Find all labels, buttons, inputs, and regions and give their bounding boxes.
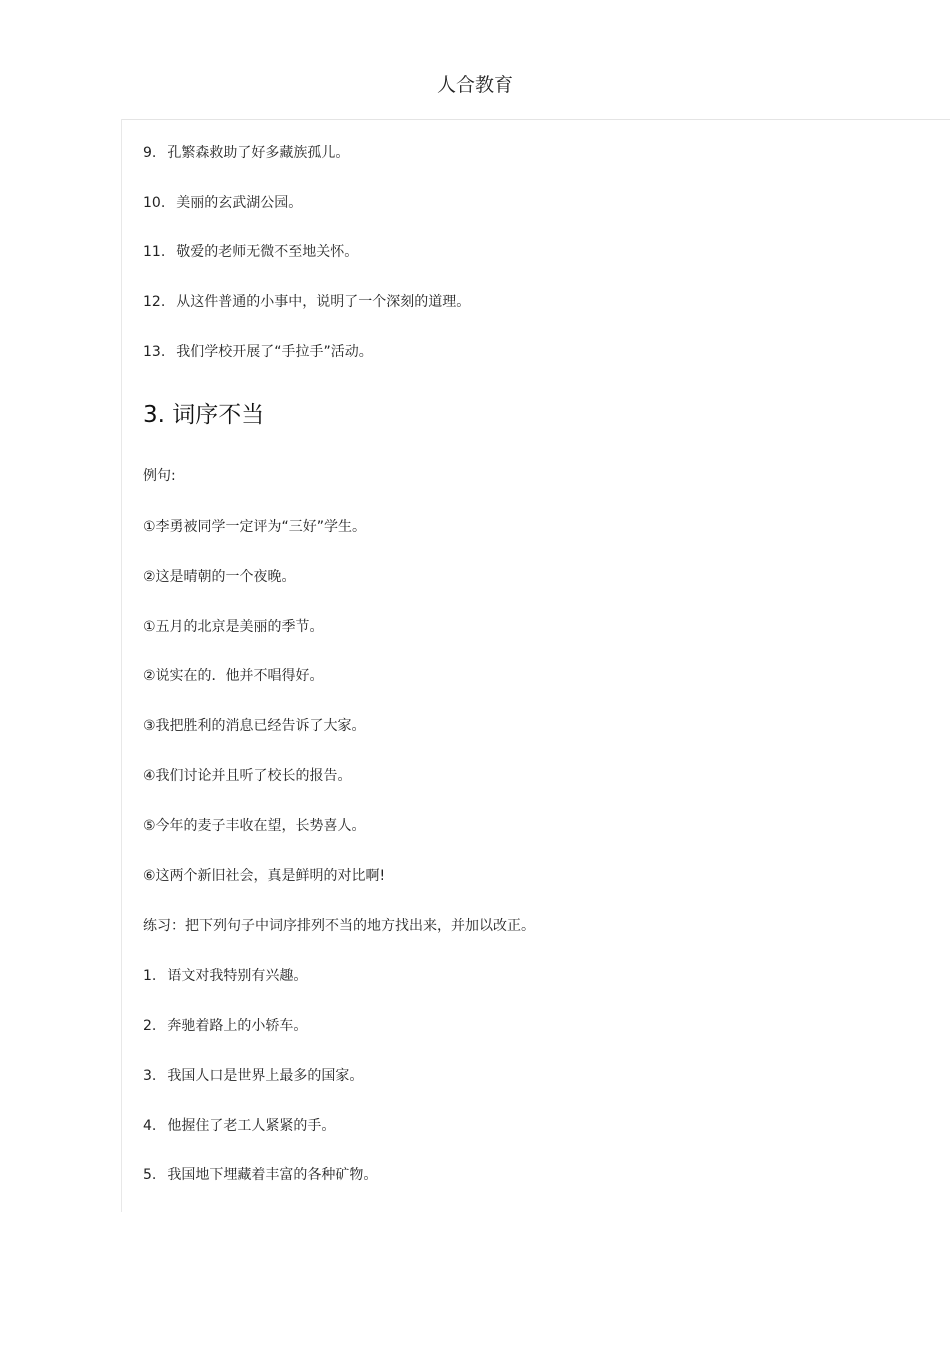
- list-item: [143, 292, 470, 312]
- exercise-item-text: 我国人口是世界上最多的国家。: [167, 1068, 364, 1084]
- example-label: 例句:: [143, 468, 176, 484]
- list-item-number: 13.: [143, 344, 166, 360]
- list-item-number: 11.: [143, 244, 166, 260]
- example-sentence: ①五月的北京是美丽的季节。: [143, 619, 324, 635]
- content-left-border: [121, 119, 122, 1212]
- exercise-item: [143, 1066, 363, 1086]
- list-item-number: 12.: [143, 294, 166, 310]
- exercise-item-number: 2.: [143, 1018, 157, 1034]
- list-item-number: 10.: [143, 195, 166, 211]
- list-item-text: 孔繁森救助了好多藏族孤儿。: [167, 145, 350, 161]
- section-heading: 3. 词序不当: [143, 402, 265, 428]
- example-sentence: ④我们讨论并且听了校长的报告。: [143, 768, 352, 784]
- exercise-item-number: 3.: [143, 1068, 157, 1084]
- exercise-item-text: 语文对我特别有兴趣。: [167, 968, 308, 984]
- exercise-item-text: 我国地下埋藏着丰富的各种矿物。: [167, 1167, 378, 1183]
- list-item: [143, 242, 358, 262]
- list-item-number: 9.: [143, 145, 157, 161]
- exercise-item: [143, 1165, 377, 1185]
- exercise-instruction: 练习：把下列句子中词序排列不当的地方找出来，并加以改正。: [143, 918, 535, 934]
- example-sentence: ②说实在的．他并不唱得好。: [143, 668, 324, 684]
- example-sentence: ⑤今年的麦子丰收在望，长势喜人。: [143, 818, 366, 834]
- example-sentence: ①李勇被同学一定评为“三好”学生。: [143, 519, 367, 535]
- list-item: [143, 193, 302, 213]
- example-sentence: ⑥这两个新旧社会，真是鲜明的对比啊!: [143, 868, 386, 884]
- list-item-text: 从这件普通的小事中，说明了一个深刻的道理。: [176, 294, 471, 310]
- exercise-item-text: 奔驰着路上的小轿车。: [167, 1018, 308, 1034]
- page-header-title: 人合教育: [436, 74, 513, 96]
- exercise-item-number: 1.: [143, 968, 157, 984]
- list-item-text: 敬爱的老师无微不至地关怀。: [176, 244, 359, 260]
- example-sentence: ②这是晴朝的一个夜晚。: [143, 569, 296, 585]
- list-item-text: 美丽的玄武湖公园。: [176, 195, 303, 211]
- exercise-item: [143, 966, 307, 986]
- list-item: [143, 143, 349, 163]
- list-item-text: 我们学校开展了“手拉手”活动。: [176, 344, 373, 360]
- exercise-item-text: 他握住了老工人紧紧的手。: [167, 1118, 336, 1134]
- exercise-item: [143, 1116, 335, 1136]
- exercise-item-number: 5.: [143, 1167, 157, 1183]
- exercise-item: [143, 1016, 307, 1036]
- exercise-item-number: 4.: [143, 1118, 157, 1134]
- header-divider: [121, 119, 950, 120]
- list-item: [143, 342, 373, 362]
- example-sentence: ③我把胜利的消息已经告诉了大家。: [143, 718, 366, 734]
